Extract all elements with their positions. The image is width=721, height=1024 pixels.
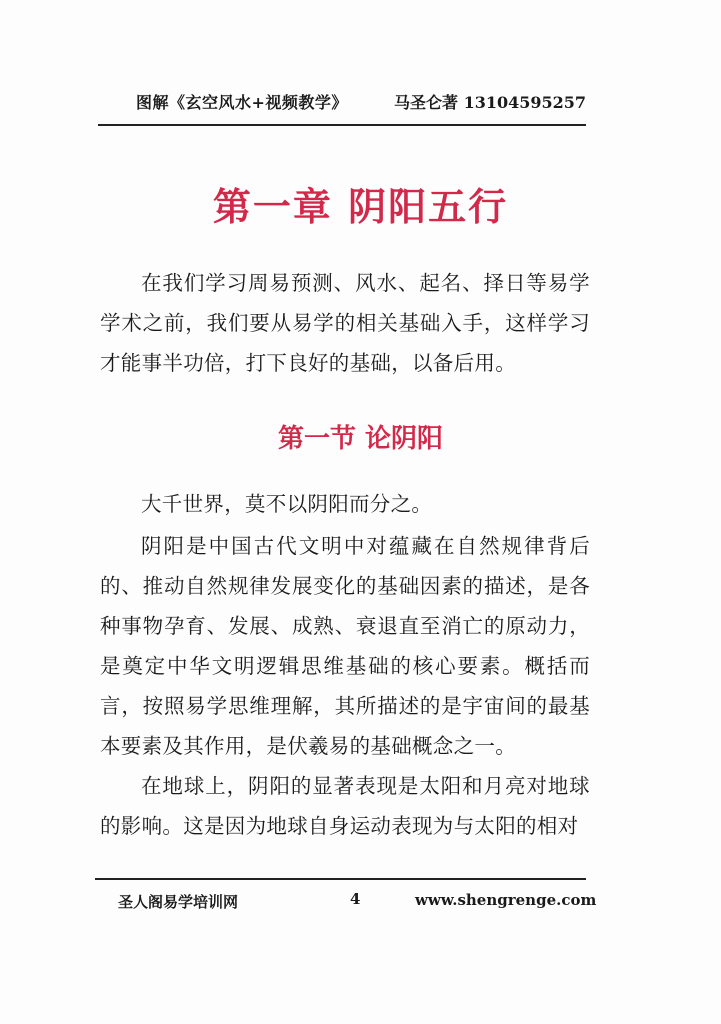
page-number: 4 [350, 890, 361, 908]
footer-site-name: 圣人阁易学培训网 [118, 893, 239, 911]
footer-divider [95, 878, 586, 880]
paragraph-intro: 在我们学习周易预测、风水、起名、择日等易学学术之前，我们要从易学的相关基础入手，这样学习才能事半功倍，打下良好的基础，以备后用。 [100, 271, 590, 375]
footer-website: www.shengrenge.com [415, 891, 597, 909]
section-title: 第一节 论阴阳 [277, 424, 444, 454]
header-book-title: 图解《玄空风水+视频教学》 [136, 93, 348, 112]
chapter-title: 第一章 阴阳五行 [212, 184, 509, 229]
paragraph-yinyang-opening: 大千世界，莫不以阴阳而分之。 [141, 492, 433, 516]
header-divider [98, 124, 586, 126]
page-header [98, 86, 586, 122]
paragraph-earth-sun-moon: 在地球上，阴阳的显著表现是太阳和月亮对地球的影响。这是因为地球自身运动表现为与太阳的相对 [100, 774, 590, 838]
header-author-phone: 马圣仑著 13104595257 [394, 93, 587, 112]
paragraph-yinyang-definition: 阴阳是中国古代文明中对蕴藏在自然规律背后的、推动自然规律发展变化的基础因素的描述，是各种事物孕育、发展、成熟、衰退直至消亡的原动力，是奠定中华文明逻辑思维基础的核心要素。概括而言，按照易学思维理解，其所描述的是宇宙间的最基本要素及其作用，是伏羲易的基础概念之一。 [100, 534, 590, 758]
